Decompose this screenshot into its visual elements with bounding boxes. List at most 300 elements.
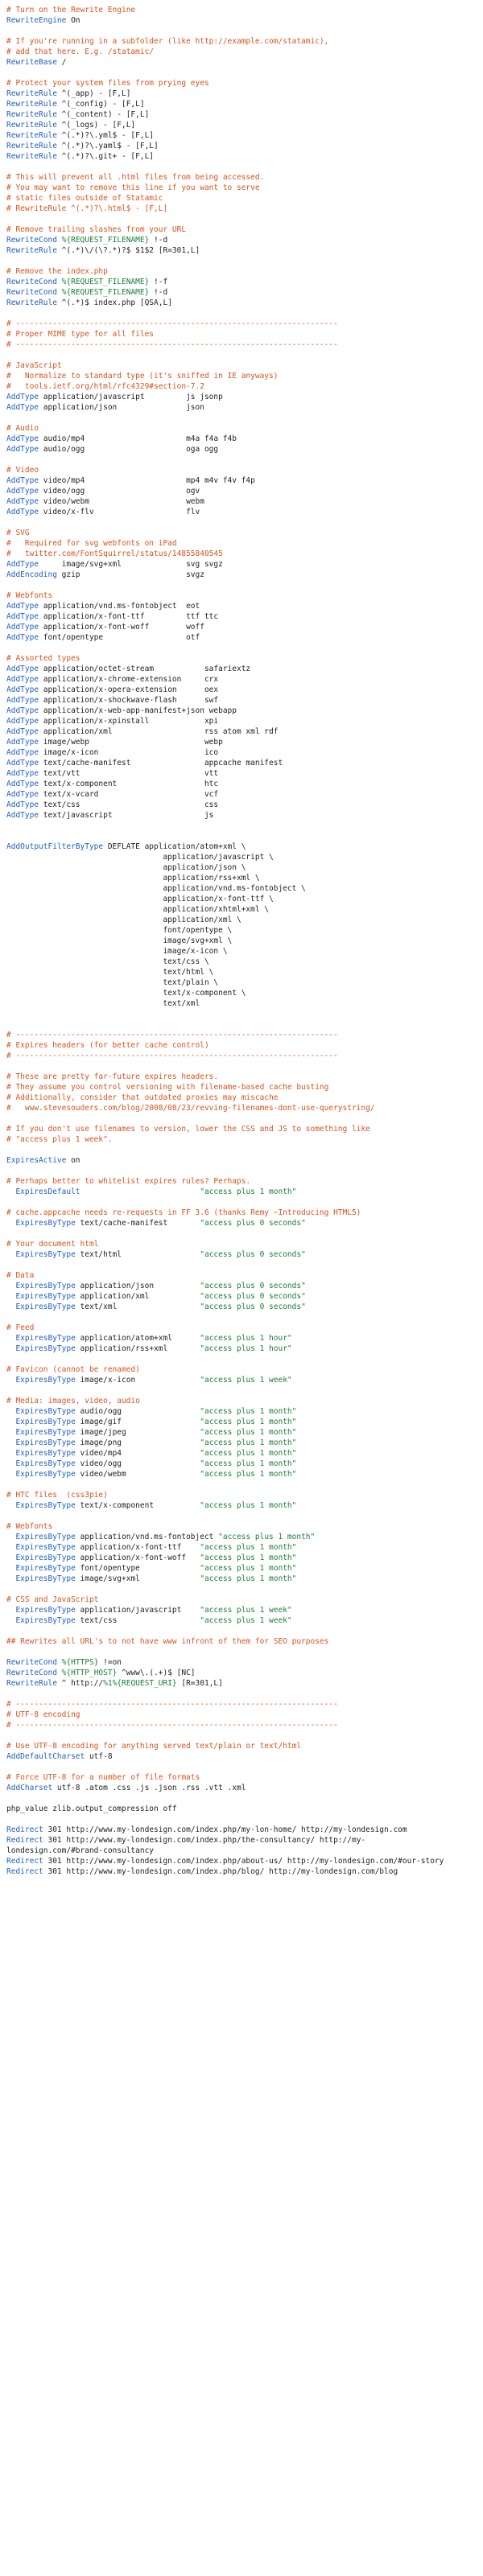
code-line bbox=[6, 559, 480, 570]
code-text: !=on bbox=[98, 1658, 122, 1667]
code-text: application/x-font-ttf bbox=[75, 1543, 200, 1552]
directive-keyword: AddType bbox=[6, 508, 39, 516]
comment-text: # JavaScript bbox=[6, 361, 62, 370]
code-line bbox=[6, 695, 480, 706]
directive-keyword: ExpiresByType bbox=[15, 1302, 76, 1311]
code-line bbox=[6, 936, 480, 946]
code-text: "access plus 0 seconds" bbox=[200, 1282, 306, 1290]
code-line bbox=[6, 193, 480, 204]
comment-text: # static files outside of Statamic bbox=[6, 194, 163, 203]
code-text: application/x-font-ttf ttf ttc bbox=[39, 612, 219, 621]
code-line bbox=[6, 946, 480, 957]
directive-keyword: AddType bbox=[6, 403, 39, 412]
code-line bbox=[6, 1176, 480, 1187]
server-variable: %{REQUEST_FILENAME} bbox=[61, 278, 150, 286]
directive-keyword: Redirect bbox=[6, 1836, 43, 1845]
code-text: image/x-icon \ bbox=[6, 947, 228, 956]
code-text bbox=[6, 1282, 15, 1290]
code-line bbox=[6, 1657, 480, 1668]
code-line bbox=[6, 444, 480, 455]
code-text: ^(_logs) - [F,L] bbox=[56, 121, 136, 130]
code-text: application/xhtml+xml \ bbox=[6, 905, 270, 914]
code-text bbox=[6, 1449, 15, 1458]
comment-text: # Additionally, consider that outdated proxies may miscache bbox=[6, 1093, 279, 1102]
directive-keyword: RewriteRule bbox=[6, 89, 57, 98]
code-text bbox=[6, 1407, 15, 1416]
directive-keyword: AddType bbox=[6, 811, 39, 820]
code-line bbox=[6, 1364, 480, 1375]
comment-text: # If you're running in a subfolder (like http://example.com/statamic), bbox=[6, 37, 329, 46]
code-line bbox=[6, 1438, 480, 1448]
directive-keyword: AddType bbox=[6, 487, 39, 496]
comment-text: # Favicon (cannot be renamed) bbox=[6, 1365, 140, 1374]
code-line bbox=[6, 496, 480, 507]
code-text: ^(.*)?\.yml$ - [F,L] bbox=[56, 131, 155, 140]
code-text: 301 http://www.my-londesign.com/index.php/the-consultancy/ http://my- bbox=[43, 1836, 366, 1845]
code-text: text/x-component bbox=[75, 1501, 200, 1510]
code-text: video/webm bbox=[75, 1470, 200, 1479]
comment-text: # tools.ietf.org/html/rfc4329#section-7.2 bbox=[6, 382, 204, 391]
code-line bbox=[6, 371, 480, 381]
code-line bbox=[6, 1574, 480, 1584]
code-text: text/xml bbox=[6, 999, 200, 1008]
code-text bbox=[6, 1470, 15, 1479]
code-text: "access plus 1 month" bbox=[200, 1449, 297, 1458]
code-text: text/vtt vtt bbox=[39, 769, 219, 778]
code-line bbox=[6, 298, 480, 308]
code-text: ^(.*)?\.git+ - [F,L] bbox=[56, 152, 155, 161]
code-text: !-d bbox=[149, 236, 168, 245]
code-line bbox=[6, 120, 480, 130]
code-line bbox=[6, 611, 480, 622]
directive-keyword: RewriteRule bbox=[6, 100, 57, 109]
comment-text: # Video bbox=[6, 466, 39, 475]
code-line bbox=[6, 685, 480, 695]
code-text: application/rss+xml \ bbox=[6, 874, 260, 883]
comment-text: # Your document html bbox=[6, 1240, 99, 1249]
directive-keyword: AddType bbox=[6, 769, 39, 778]
code-text bbox=[6, 1219, 15, 1228]
directive-keyword: AddType bbox=[6, 759, 39, 767]
directive-keyword: AddType bbox=[6, 780, 39, 788]
directive-keyword: AddType bbox=[6, 685, 39, 694]
comment-text: # Audio bbox=[6, 424, 39, 433]
code-line bbox=[6, 632, 480, 643]
code-text: DEFLATE application/atom+xml \ bbox=[103, 842, 246, 851]
code-text: "access plus 1 month" bbox=[200, 1459, 297, 1468]
directive-keyword: ExpiresByType bbox=[15, 1219, 76, 1228]
directive-keyword: RewriteRule bbox=[6, 152, 57, 161]
directive-keyword: ExpiresByType bbox=[15, 1574, 76, 1583]
code-line bbox=[6, 434, 480, 444]
code-text: php_value zlib.output_compression off bbox=[6, 1804, 177, 1813]
code-line bbox=[6, 1825, 480, 1835]
code-line bbox=[6, 538, 480, 549]
directive-keyword: RewriteRule bbox=[6, 246, 57, 255]
directive-keyword: ExpiresActive bbox=[6, 1156, 67, 1165]
code-text: "access plus 1 month" bbox=[200, 1543, 297, 1552]
directive-keyword: AddType bbox=[6, 800, 39, 809]
code-text: text/x-component \ bbox=[6, 989, 246, 998]
directive-keyword: AddOutputFilterByType bbox=[6, 842, 104, 851]
code-text: on bbox=[66, 1156, 80, 1165]
code-line bbox=[6, 266, 480, 277]
code-text: application/vnd.ms-fontobject bbox=[75, 1533, 219, 1541]
code-text: !-d bbox=[149, 288, 168, 297]
comment-text: # add that here. E.g. /statamic/ bbox=[6, 47, 155, 56]
code-text: ^(.*)\/(\?.*)?$ $1$2 [R=301,L] bbox=[56, 246, 200, 255]
code-line bbox=[6, 1270, 480, 1281]
directive-keyword: RewriteCond bbox=[6, 288, 57, 297]
directive-keyword: AddType bbox=[6, 497, 39, 506]
code-line bbox=[6, 758, 480, 768]
comment-text: # ---------------------------------------------------------------------- bbox=[6, 1721, 338, 1730]
directive-keyword: RewriteRule bbox=[6, 121, 57, 130]
directive-keyword: AddType bbox=[6, 445, 39, 454]
directive-keyword: AddDefaultCharset bbox=[6, 1752, 85, 1761]
code-text: "access plus 0 seconds" bbox=[200, 1250, 306, 1259]
comment-text: # "access plus 1 week". bbox=[6, 1135, 113, 1144]
code-line bbox=[6, 5, 480, 15]
code-text: gzip svgz bbox=[56, 570, 204, 579]
directive-keyword: AddType bbox=[6, 706, 39, 715]
directive-keyword: AddType bbox=[6, 434, 39, 443]
code-line bbox=[6, 277, 480, 287]
comment-text: # Remove trailing slashes from your URL bbox=[6, 225, 187, 234]
code-text: "access plus 1 month" bbox=[200, 1564, 297, 1573]
code-text bbox=[6, 1187, 15, 1196]
comment-text: # Webfonts bbox=[6, 1522, 53, 1531]
directive-keyword: ExpiresByType bbox=[15, 1533, 76, 1541]
code-text: ^www\.(.+)$ [NC] bbox=[117, 1669, 196, 1677]
directive-keyword: AddType bbox=[6, 696, 39, 705]
code-line bbox=[6, 726, 480, 737]
code-text: application/vnd.ms-fontobject eot bbox=[39, 602, 200, 611]
code-text: text/cache-manifest bbox=[75, 1219, 200, 1228]
comment-text: # SVG bbox=[6, 529, 30, 537]
code-text: "access plus 1 month" bbox=[200, 1418, 297, 1426]
code-line bbox=[6, 1103, 480, 1113]
code-text: "access plus 1 month" bbox=[200, 1501, 297, 1510]
code-text: On bbox=[66, 16, 80, 25]
code-line bbox=[6, 894, 480, 904]
code-text: application/atom+xml bbox=[75, 1334, 200, 1343]
code-line bbox=[6, 570, 480, 580]
code-text: text/css css bbox=[39, 800, 219, 809]
code-line bbox=[6, 475, 480, 486]
code-text: application/x-xpinstall xpi bbox=[39, 717, 219, 726]
code-line bbox=[6, 1082, 480, 1093]
directive-keyword: RewriteRule bbox=[6, 110, 57, 119]
code-line bbox=[6, 36, 480, 47]
code-line bbox=[6, 1249, 480, 1260]
directive-keyword: AddType bbox=[6, 727, 39, 736]
directive-keyword: RewriteCond bbox=[6, 236, 57, 245]
code-text: text/cache-manifest appcache manifest bbox=[39, 759, 283, 767]
comment-text: # Normalize to standard type (it's sniffed in IE anyways) bbox=[6, 372, 279, 381]
code-text bbox=[6, 1292, 15, 1301]
directive-keyword: Redirect bbox=[6, 1857, 43, 1866]
comment-text: # You may want to remove this line if you want to serve bbox=[6, 183, 260, 192]
code-line bbox=[6, 1281, 480, 1291]
comment-text: # twitter.com/FontSquirrel/status/14855840545 bbox=[6, 549, 223, 558]
directive-keyword: AddType bbox=[6, 790, 39, 799]
code-line bbox=[6, 706, 480, 716]
directive-keyword: ExpiresByType bbox=[15, 1459, 76, 1468]
code-text bbox=[6, 1606, 15, 1615]
code-line bbox=[6, 1846, 480, 1856]
code-line bbox=[6, 507, 480, 517]
comment-text: # ---------------------------------------------------------------------- bbox=[6, 319, 338, 328]
code-line bbox=[6, 141, 480, 151]
code-text: ^(_content) - [F,L] bbox=[56, 110, 150, 119]
code-line bbox=[6, 1668, 480, 1678]
code-line bbox=[6, 1856, 480, 1866]
directive-keyword: AddCharset bbox=[6, 1784, 53, 1792]
code-line bbox=[6, 486, 480, 496]
comment-text: # ---------------------------------------------------------------------- bbox=[6, 340, 338, 349]
code-text: ^ http:// bbox=[56, 1679, 104, 1688]
directive-keyword: RewriteEngine bbox=[6, 16, 67, 25]
code-line bbox=[6, 1406, 480, 1417]
directive-keyword: AddType bbox=[6, 717, 39, 726]
comment-text: # Expires headers (for better cache control) bbox=[6, 1041, 209, 1050]
code-line bbox=[6, 1615, 480, 1626]
code-line bbox=[6, 99, 480, 109]
comment-text: # These are pretty far-future expires headers. bbox=[6, 1072, 219, 1081]
code-line bbox=[6, 768, 480, 779]
comment-text: # CSS and JavaScript bbox=[6, 1595, 99, 1604]
directive-keyword: AddType bbox=[6, 665, 39, 673]
code-text: "access plus 1 hour" bbox=[200, 1344, 292, 1353]
directive-keyword: AddType bbox=[6, 623, 39, 632]
code-line bbox=[6, 245, 480, 256]
code-text: text/css \ bbox=[6, 957, 209, 966]
code-text: 301 http://www.my-londesign.com/index.php/my-lon-home/ http://my-londesign.com bbox=[43, 1825, 407, 1834]
code-line bbox=[6, 1093, 480, 1103]
directive-keyword: ExpiresByType bbox=[15, 1438, 76, 1447]
code-line bbox=[6, 130, 480, 141]
code-line bbox=[6, 1187, 480, 1197]
code-text: image/png bbox=[75, 1438, 200, 1447]
code-text bbox=[6, 1334, 15, 1343]
code-text bbox=[6, 1418, 15, 1426]
directive-keyword: AddType bbox=[6, 748, 39, 757]
comment-text: ## Rewrites all URL's to not have www infront of them for SEO purposes bbox=[6, 1637, 329, 1646]
comment-text: # Required for svg webfonts on iPad bbox=[6, 539, 177, 548]
code-text bbox=[6, 1438, 15, 1447]
code-line bbox=[6, 1563, 480, 1574]
code-line bbox=[6, 1469, 480, 1479]
comment-text: # Media: images, video, audio bbox=[6, 1397, 140, 1405]
code-line bbox=[6, 1459, 480, 1469]
code-text bbox=[6, 1501, 15, 1510]
code-text: text/html \ bbox=[6, 968, 214, 977]
code-line bbox=[6, 1699, 480, 1710]
code-line bbox=[6, 465, 480, 475]
code-text bbox=[6, 1543, 15, 1552]
code-text: "access plus 1 month" bbox=[200, 1438, 297, 1447]
code-text: image/gif bbox=[75, 1418, 200, 1426]
comment-text: # Turn on the Rewrite Engine bbox=[6, 6, 136, 14]
code-text: [R=301,L] bbox=[176, 1679, 223, 1688]
code-text: font/opentype bbox=[75, 1564, 200, 1573]
code-line bbox=[6, 904, 480, 915]
code-text: video/x-flv flv bbox=[39, 508, 200, 516]
code-line bbox=[6, 204, 480, 214]
directive-keyword: ExpiresByType bbox=[15, 1292, 76, 1301]
code-line bbox=[6, 800, 480, 810]
code-text: audio/ogg bbox=[75, 1407, 200, 1416]
code-text: image/svg+xml \ bbox=[6, 936, 233, 945]
code-text: 301 http://www.my-londesign.com/index.php/about-us/ http://my-londesign.com/#our-story bbox=[43, 1857, 444, 1866]
code-text: "access plus 0 seconds" bbox=[200, 1302, 306, 1311]
directive-keyword: AddType bbox=[6, 612, 39, 621]
code-text: text/css bbox=[75, 1616, 200, 1625]
code-text bbox=[6, 1376, 15, 1385]
code-text: image/jpeg bbox=[75, 1428, 200, 1437]
code-line bbox=[6, 339, 480, 350]
directive-keyword: ExpiresByType bbox=[15, 1470, 76, 1479]
code-text: text/plain \ bbox=[6, 978, 219, 987]
code-text bbox=[6, 1574, 15, 1583]
comment-text: # Remove the index.php bbox=[6, 267, 108, 276]
code-line bbox=[6, 1375, 480, 1385]
code-text: "access plus 1 week" bbox=[200, 1606, 292, 1615]
directive-keyword: ExpiresByType bbox=[15, 1418, 76, 1426]
code-text bbox=[6, 1344, 15, 1353]
code-text: "access plus 1 month" bbox=[200, 1407, 297, 1416]
code-line bbox=[6, 235, 480, 245]
code-line bbox=[6, 1218, 480, 1228]
code-line bbox=[6, 1542, 480, 1553]
code-line bbox=[6, 78, 480, 88]
server-variable: %1%{REQUEST_URI} bbox=[103, 1679, 177, 1688]
code-text: audio/mp4 m4a f4a f4b bbox=[39, 434, 237, 443]
code-text: font/opentype \ bbox=[6, 926, 233, 935]
directive-keyword: ExpiresByType bbox=[15, 1407, 76, 1416]
directive-keyword: ExpiresByType bbox=[15, 1344, 76, 1353]
code-line bbox=[6, 842, 480, 852]
code-text: application/vnd.ms-fontobject \ bbox=[6, 884, 306, 893]
code-text bbox=[6, 1250, 15, 1259]
code-line bbox=[6, 1605, 480, 1615]
comment-text: # UTF-8 encoding bbox=[6, 1710, 80, 1719]
code-text: text/xml bbox=[75, 1302, 200, 1311]
code-line bbox=[6, 1595, 480, 1605]
comment-text: # Use UTF-8 encoding for anything served text/plain or text/html bbox=[6, 1742, 302, 1751]
code-line bbox=[6, 402, 480, 413]
code-text: application/x-font-ttf \ bbox=[6, 895, 274, 903]
server-variable: %{REQUEST_FILENAME} bbox=[61, 236, 150, 245]
code-line bbox=[6, 977, 480, 988]
code-line bbox=[6, 528, 480, 538]
comment-text: # cache.appcache needs re-requests in FF 3.6 (thanks Remy ~Introducing HTML5) bbox=[6, 1208, 361, 1217]
code-text: text/x-component htc bbox=[39, 780, 219, 788]
code-text: application/x-font-woff bbox=[75, 1553, 200, 1562]
code-text: video/mp4 bbox=[75, 1449, 200, 1458]
code-line bbox=[6, 1030, 480, 1040]
code-line bbox=[6, 915, 480, 925]
code-line bbox=[6, 1427, 480, 1438]
code-line bbox=[6, 653, 480, 664]
directive-keyword: RewriteCond bbox=[6, 278, 57, 286]
comment-text: # ---------------------------------------------------------------------- bbox=[6, 1051, 338, 1060]
code-line bbox=[6, 622, 480, 632]
code-line bbox=[6, 1051, 480, 1061]
directive-keyword: RewriteBase bbox=[6, 58, 57, 67]
code-line bbox=[6, 1783, 480, 1793]
code-text: "access plus 1 hour" bbox=[200, 1334, 292, 1343]
code-text: image/x-icon bbox=[75, 1376, 200, 1385]
code-text: "access plus 1 month" bbox=[200, 1470, 297, 1479]
comment-text: # ---------------------------------------------------------------------- bbox=[6, 1700, 338, 1709]
code-text bbox=[6, 1459, 15, 1468]
comment-text: # Proper MIME type for all files bbox=[6, 330, 155, 339]
code-text: application/x-chrome-extension crx bbox=[39, 675, 219, 684]
code-text: "access plus 1 month" bbox=[218, 1533, 316, 1541]
code-line bbox=[6, 1720, 480, 1730]
directive-keyword: AddEncoding bbox=[6, 570, 57, 579]
code-line bbox=[6, 151, 480, 162]
code-line bbox=[6, 1134, 480, 1145]
comment-text: # Webfonts bbox=[6, 591, 53, 600]
directive-keyword: ExpiresByType bbox=[15, 1606, 76, 1615]
directive-keyword: Redirect bbox=[6, 1867, 43, 1876]
code-line bbox=[6, 15, 480, 26]
code-text bbox=[6, 1302, 15, 1311]
code-line bbox=[6, 1636, 480, 1647]
directive-keyword: RewriteRule bbox=[6, 131, 57, 140]
code-line bbox=[6, 1804, 480, 1814]
code-line bbox=[6, 47, 480, 57]
comment-text: # Protect your system files from prying eyes bbox=[6, 79, 209, 88]
code-line bbox=[6, 224, 480, 235]
code-line bbox=[6, 1741, 480, 1751]
directive-keyword: AddType bbox=[6, 602, 39, 611]
directive-keyword: AddType bbox=[6, 738, 39, 747]
code-text: "access plus 1 month" bbox=[200, 1574, 297, 1583]
code-text: "access plus 1 month" bbox=[200, 1553, 297, 1562]
code-text: application/json json bbox=[39, 403, 204, 412]
code-text: application/x-opera-extension oex bbox=[39, 685, 219, 694]
code-line bbox=[6, 381, 480, 392]
directive-keyword: AddType bbox=[6, 633, 39, 642]
code-text: !-f bbox=[149, 278, 168, 286]
code-text: "access plus 1 week" bbox=[200, 1376, 292, 1385]
code-line bbox=[6, 1710, 480, 1720]
code-line bbox=[6, 1333, 480, 1344]
directive-keyword: AddType bbox=[6, 675, 39, 684]
code-line bbox=[6, 1490, 480, 1500]
code-text: "access plus 0 seconds" bbox=[200, 1292, 306, 1301]
code-line bbox=[6, 1772, 480, 1783]
code-text: application/json bbox=[75, 1282, 200, 1290]
code-text: image/svg+xml svg svgz bbox=[39, 560, 223, 569]
directive-keyword: RewriteRule bbox=[6, 298, 57, 307]
code-line bbox=[6, 109, 480, 120]
code-text: utf-8 bbox=[85, 1752, 113, 1761]
code-line bbox=[6, 1396, 480, 1406]
code-line bbox=[6, 1866, 480, 1877]
code-line bbox=[6, 287, 480, 298]
code-text bbox=[6, 1553, 15, 1562]
code-line bbox=[6, 957, 480, 967]
code-text: "access plus 1 week" bbox=[200, 1616, 292, 1625]
code-line bbox=[6, 664, 480, 674]
code-line bbox=[6, 674, 480, 685]
code-line bbox=[6, 1040, 480, 1051]
